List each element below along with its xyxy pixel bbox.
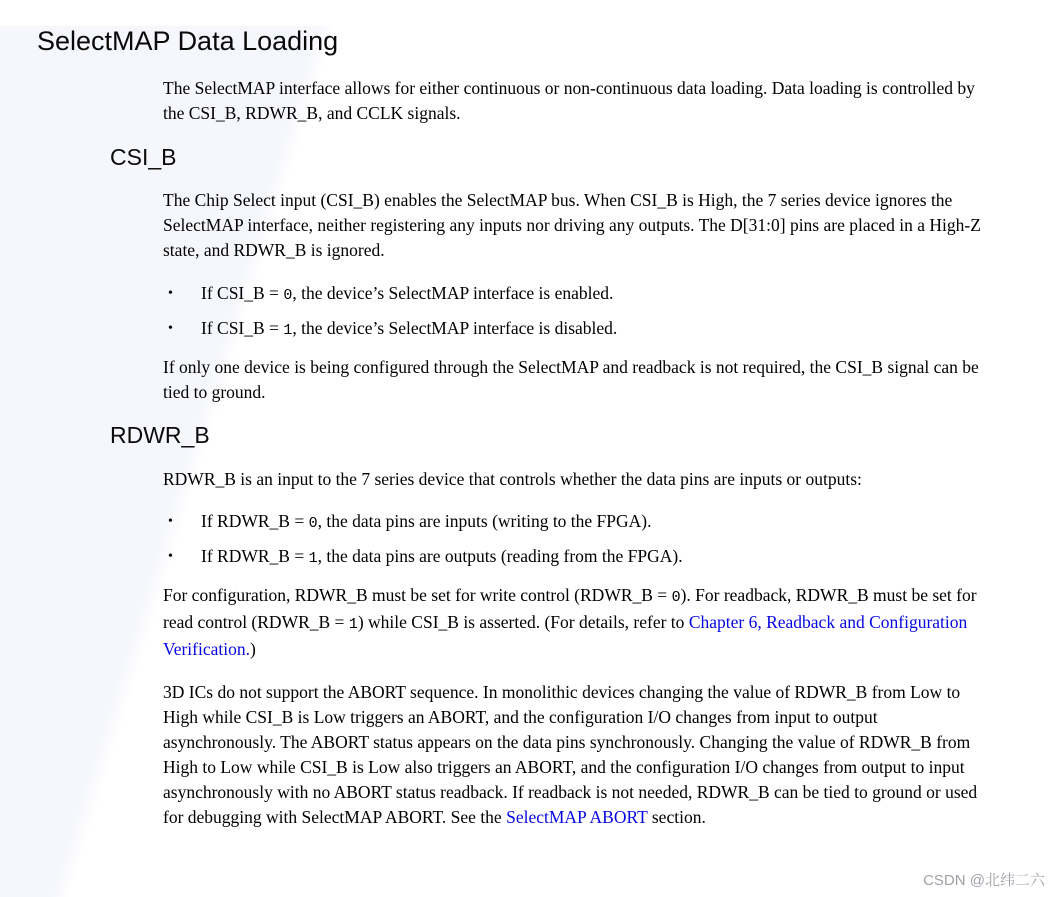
rdwr-b-paragraph-2 [163,583,991,662]
text-segment: ) [249,639,256,660]
text-segment: ). For readback, RDWR_B must be set for read control (RDWR_B = [163,585,977,633]
inline-code: 0 [671,589,681,607]
text-segment: If CSI_B = [201,317,284,338]
inline-code: 1 [283,321,293,339]
text-segment: The SelectMAP interface allows for either continuous or non-continuous data loading. Data loading is controlled by the CSI_B, RDWR_B, and CCLK signals. [163,78,975,124]
text-segment: If RDWR_B = [201,511,309,532]
text-segment: The Chip Select input (CSI_B) enables the SelectMAP bus. When CSI_B is High, the 7 series device ignores the SelectMAP interface, neither registering any inputs nor driving any outputs. The D[31:0] pins are placed in a High-Z state, and RDWR_B is ignored. [163,190,981,261]
text-segment: , the data pins are inputs (writing to the FPGA). [317,511,652,532]
text-segment: section. [647,806,706,827]
bullet-item [168,544,991,571]
rdwr-b-paragraph-3 [163,680,991,830]
inline-code: 1 [348,616,358,634]
text-segment: 3D ICs do not support the ABORT sequence. In monolithic devices changing the value of RDWR_B from Low to High while CSI_B is Low triggers an ABORT, and the configuration I/O changes from input to output asynchronously. The ABORT status appears on the data pins synchronously. Changing the value of RDWR_B from High to Low while CSI_B is Low also triggers an ABORT, and the configuration I/O changes from output to input asynchronously with no ABORT status readback. If readback is not needed, RDWR_B can be tied to ground or used for debugging with SelectMAP ABORT. See the [163,681,978,827]
text-segment: If only one device is being configured through the SelectMAP and readback is not required, the CSI_B signal can be tied to ground. [163,356,979,402]
text-segment: If RDWR_B = [201,546,309,567]
doc-link[interactable]: SelectMAP ABORT [506,806,648,827]
bullet-text [201,509,652,536]
text-segment: , the device’s SelectMAP interface is disabled. [292,317,618,338]
text-segment: , the data pins are outputs (reading from the FPGA). [317,546,683,567]
bullet-item [168,316,991,343]
intro-paragraph [163,76,991,126]
bullet-text [201,281,613,308]
document-content [0,26,1053,830]
rdwr-b-paragraph-1 [163,467,991,492]
text-segment: RDWR_B is an input to the 7 series device that controls whether the data pins are inputs or outputs: [163,468,862,489]
page-title: SelectMAP Data Loading [37,26,339,56]
section-heading-rdwr-b: RDWR_B [110,422,210,449]
bullet-item [168,509,991,536]
bullet-icon: • [168,549,173,565]
inline-code: 0 [283,286,293,304]
inline-code: 1 [308,550,318,568]
bullet-text [201,316,617,343]
bullet-icon: • [168,285,173,301]
csi-b-paragraph-1 [163,188,991,263]
bullet-icon: • [168,320,173,336]
text-segment: ) while CSI_B is asserted. (For details, refer to [357,612,689,633]
doc-link[interactable]: Chapter 6, Readback and Configuration Verification. [163,612,968,660]
csi-b-paragraph-2 [163,355,991,405]
text-segment: If CSI_B = [201,282,284,303]
bullet-icon: • [168,514,173,530]
text-segment: For configuration, RDWR_B must be set for write control (RDWR_B = [163,585,672,606]
watermark: CSDN @北纬二六 [923,872,1045,889]
bullet-item [168,281,991,308]
text-segment: , the device’s SelectMAP interface is enabled. [292,282,614,303]
bullet-text [201,544,683,571]
document-page [0,26,1053,897]
inline-code: 0 [308,515,318,533]
section-heading-csi-b: CSI_B [110,143,177,170]
